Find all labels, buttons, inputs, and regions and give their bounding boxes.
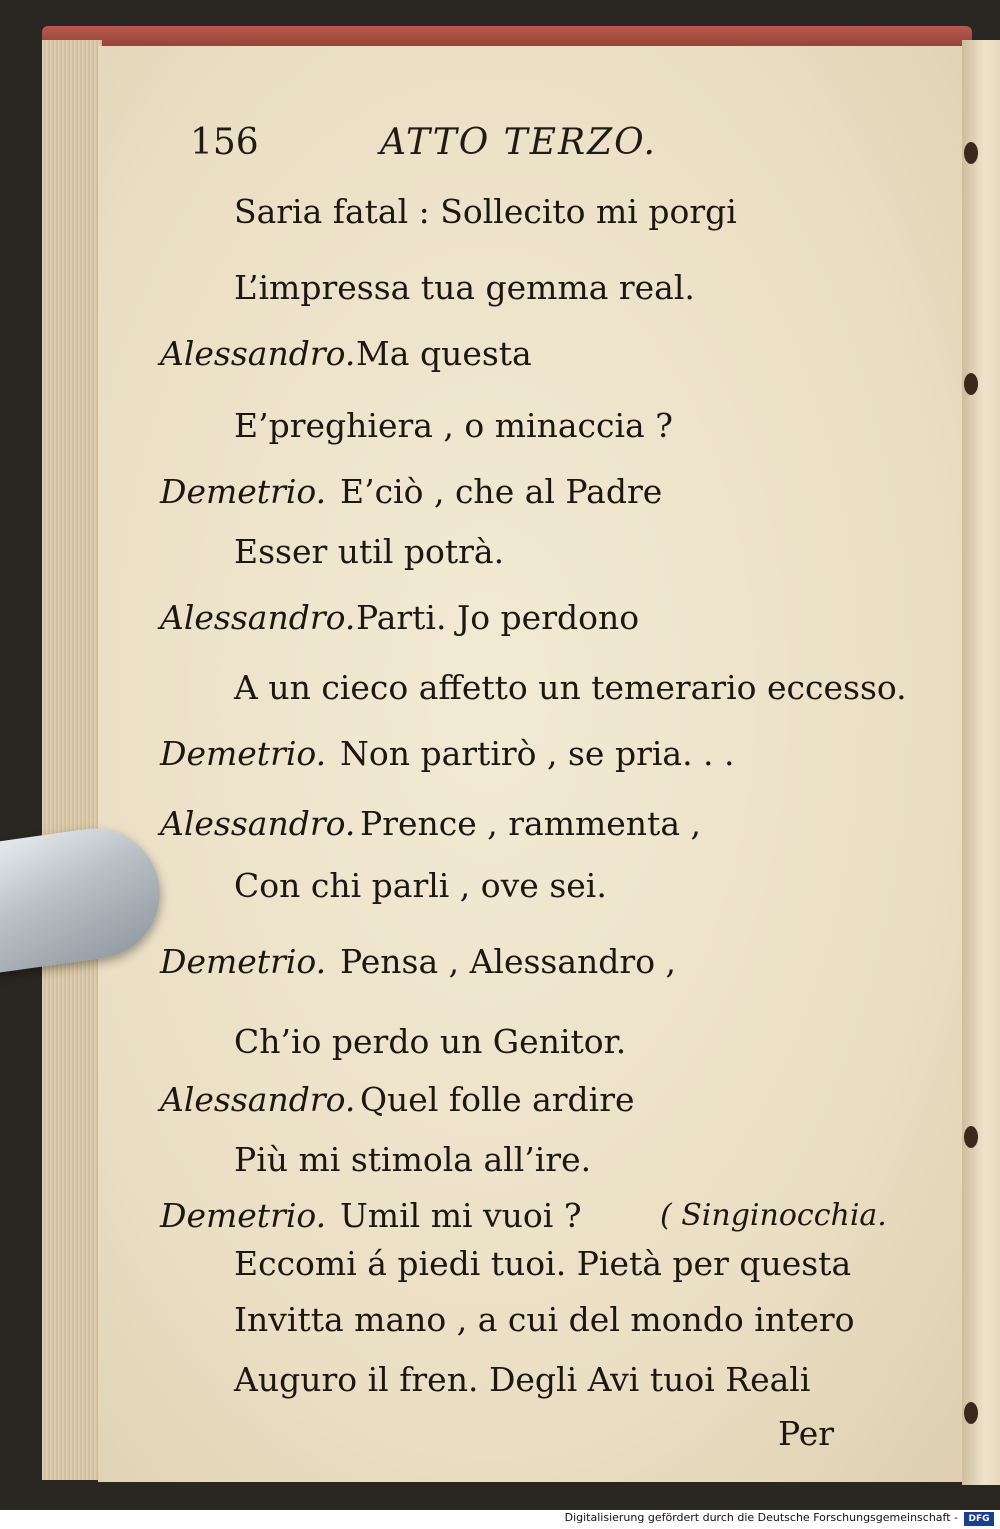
- line-text: L’impressa tua gemma real.: [234, 268, 695, 307]
- page-block-edge: [42, 40, 102, 1480]
- line-text: Non partirò , se pria. . .: [340, 734, 735, 773]
- speaker-name: Alessandro.: [160, 804, 356, 843]
- line-text: Auguro il fren. Degli Avi tuoi Reali: [234, 1360, 811, 1399]
- binding-stitch: [964, 1126, 978, 1148]
- line-text: Ch’io perdo un Genitor.: [234, 1022, 627, 1061]
- catchword: Per: [778, 1414, 835, 1453]
- digitization-footer: [0, 1510, 1000, 1529]
- line-text: Saria fatal : Sollecito mi porgi: [234, 192, 737, 231]
- binding-stitch: [964, 1402, 978, 1424]
- speaker-name: Demetrio.: [160, 472, 327, 511]
- line-text: Esser util potrà.: [234, 532, 505, 571]
- speaker-name: Alessandro.: [160, 334, 356, 373]
- line-text: Ma questa: [356, 334, 532, 373]
- running-title: ATTO TERZO.: [380, 122, 657, 163]
- speaker-name: Demetrio.: [160, 942, 327, 981]
- line-text: Pensa , Alessandro ,: [340, 942, 677, 981]
- stage-direction: ( Singinocchia.: [660, 1198, 887, 1233]
- dfg-logo: DFG: [964, 1512, 994, 1526]
- page-header: [190, 110, 690, 170]
- line-text: Più mi stimola all’ire.: [234, 1140, 592, 1179]
- speaker-name: Demetrio.: [160, 734, 327, 773]
- line-text: Parti. Jo perdono: [356, 598, 640, 637]
- binding-stitch: [964, 142, 978, 164]
- line-text: Invitta mano , a cui del mondo intero: [234, 1300, 855, 1339]
- line-text: Eccomi á piedi tuoi. Pietà per questa: [234, 1244, 852, 1283]
- line-text: A un cieco affetto un temerario eccesso.: [234, 668, 907, 707]
- line-text: Quel folle ardire: [360, 1080, 635, 1119]
- line-text: Con chi parli , ove sei.: [234, 866, 607, 905]
- line-text: Umil mi vuoi ?: [340, 1196, 582, 1235]
- line-text: E’ciò , che al Padre: [340, 472, 663, 511]
- line-text: Prence , rammenta ,: [360, 804, 701, 843]
- speaker-name: Alessandro.: [160, 598, 356, 637]
- line-text: E’preghiera , o minaccia ?: [234, 406, 673, 445]
- speaker-name: Alessandro.: [160, 1080, 356, 1119]
- facing-page-gutter: [962, 40, 1000, 1485]
- funding-credit: Digitalisierung gefördert durch die Deutsche Forschungsgemeinschaft -: [564, 1511, 958, 1524]
- speaker-name: Demetrio.: [160, 1196, 327, 1235]
- binding-stitch: [964, 373, 978, 395]
- page-number: 156: [190, 122, 259, 163]
